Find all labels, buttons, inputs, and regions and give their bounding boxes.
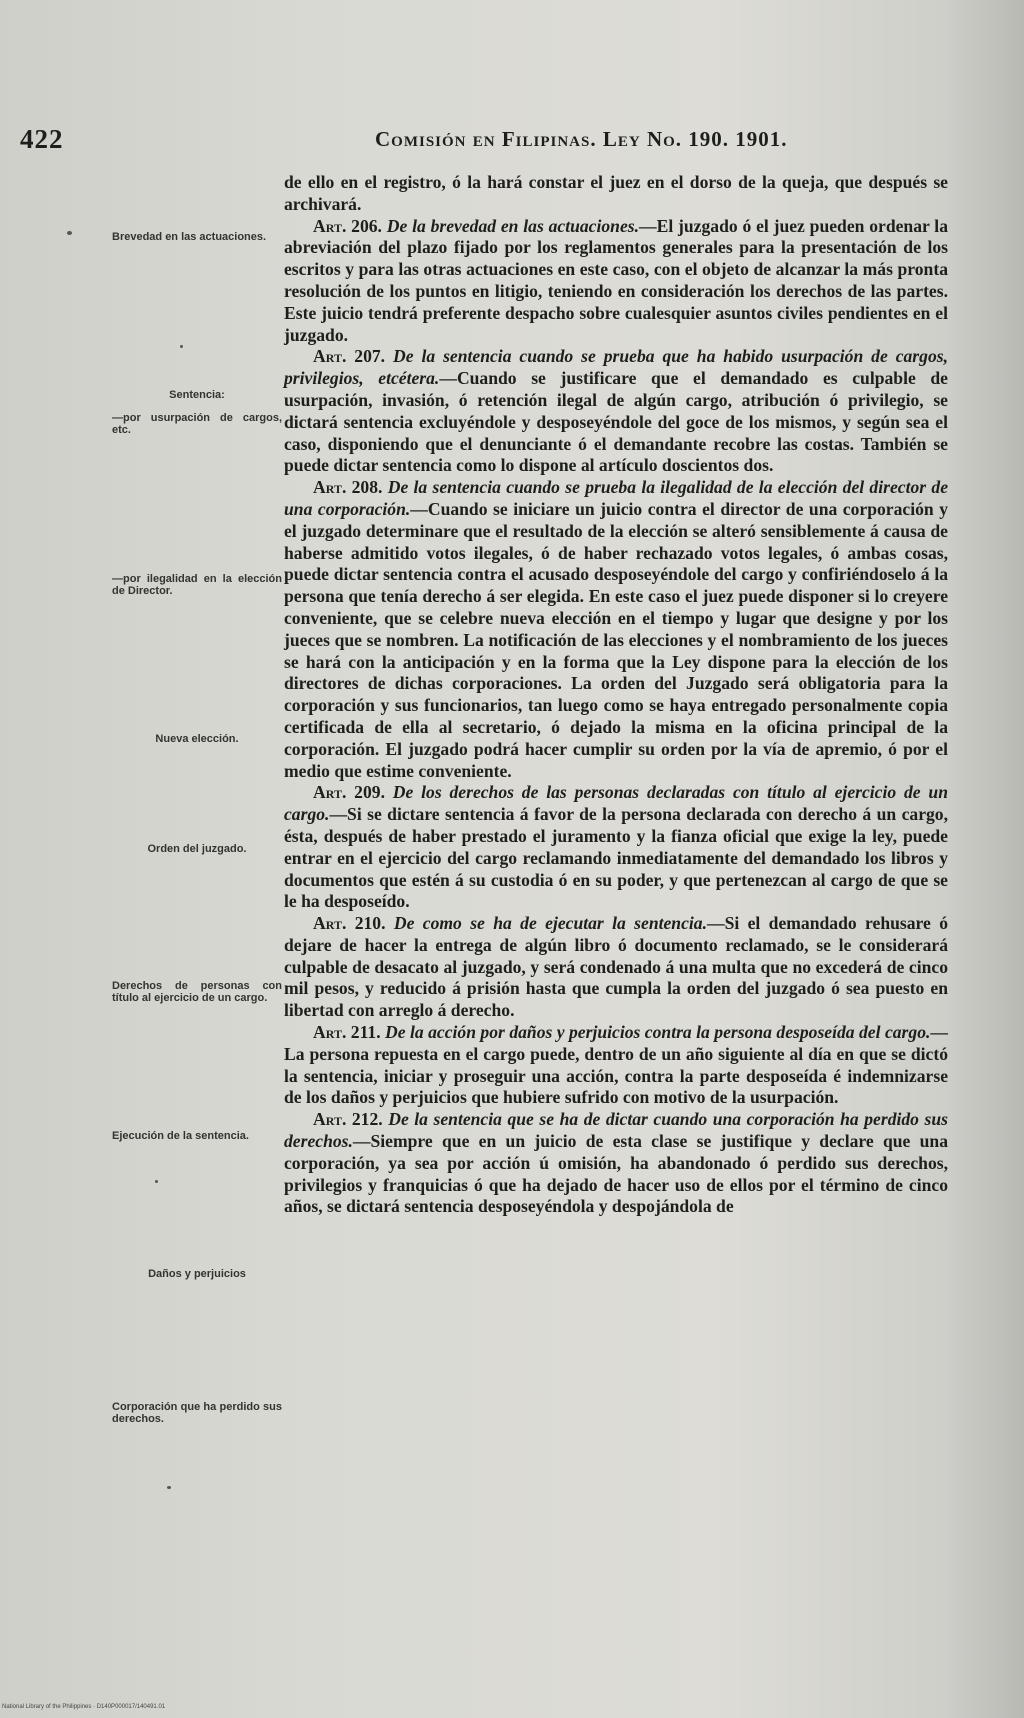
article-label: Art. 207. xyxy=(313,346,386,367)
intro-paragraph: de ello en el registro, ó la hará constar el juez en el dorso de la queja, que después se archivará. xyxy=(284,172,948,214)
body-text xyxy=(284,172,948,1218)
margin-note-text: Nueva elección. xyxy=(155,733,239,745)
margin-note: Brevedad en las actuaciones. xyxy=(112,231,267,243)
article-text: —Si se dictare sentencia á favor de la persona declarada con derecho á un cargo, ésta, después de haber prestado el juramento y la fianza oficial que exige la ley, puede entrar en el ejercicio del cargo reclamando inmediatamente del demandado los libros y documentos que estén á su custodia ó en su poder, y que pertenezcan al cargo de que se le ha desposeído. xyxy=(284,804,948,912)
article-label: Art. 208. xyxy=(313,477,383,498)
scan-speck xyxy=(67,231,72,235)
margin-note xyxy=(112,843,282,855)
article-title: De la sentencia cuando se prueba la ilegalidad de la elección del director de una corporación. xyxy=(284,477,949,519)
article-label: Art. 206. xyxy=(313,215,382,236)
article-label: Art. 210. xyxy=(313,913,386,934)
article-208 xyxy=(284,477,948,782)
scan-speck xyxy=(155,1180,158,1183)
margin-note xyxy=(112,1268,282,1280)
article-text: —La persona repuesta en el cargo puede, dentro de un año siguiente al día en que se dictó la sentencia, iniciar y proseguir una acción, contra la parte desposeída é indemnizarse de los daños y perjuicios que hubiere sufrido con motivo de la usurpación. xyxy=(284,1022,948,1108)
margin-note: Corporación que ha perdido sus derechos. xyxy=(112,1401,282,1425)
article-label: Art. 212. xyxy=(313,1109,383,1130)
article-207 xyxy=(284,346,948,477)
scan-credit: National Library of the Philippines · D140P000017/140491.01 xyxy=(2,1704,166,1710)
article-206 xyxy=(284,216,948,347)
margin-note: —por ilegalidad en la elección de Director. xyxy=(112,573,282,597)
margin-note: —por usurpación de cargos, etc. xyxy=(112,412,282,436)
running-head: Comisión en Filipinas. Ley No. 190. 1901. xyxy=(375,127,788,151)
article-text: —Cuando se justificare que el demandado es culpable de usurpación, invasión, ó retención ilegal de algún cargo, atribución ó privilegio, se dictará sentencia excluyéndole y desposeyéndole del goce de los mismos, y según sea el caso, disponiendo que el denunciante ó el demandante recobre las costas. También se puede dictar sentencia como lo dispone al artículo doscientos dos. xyxy=(284,368,948,476)
article-title: De la brevedad en las actuaciones. xyxy=(386,215,640,236)
scan-speck xyxy=(180,345,183,348)
margin-note xyxy=(112,389,282,401)
article-title: De los derechos de las personas declaradas con título al ejercicio de un cargo. xyxy=(284,782,948,825)
margin-note xyxy=(112,733,282,745)
article-title: De como se ha de ejecutar la sentencia. xyxy=(393,913,707,934)
article-title: De la acción por daños y perjuicios contra la persona desposeída del cargo. xyxy=(385,1022,931,1043)
margin-note-text: Orden del juzgado. xyxy=(147,843,247,855)
article-text: —El juzgado ó el juez pueden ordenar la abreviación del plazo fijado por los reglamentos generales para la presentación de los escritos y para las otras actuaciones en este caso, con el objeto de alcanzar la más pronta resolución de los puntos en litigio, teniendo en consideración los derechos de las partes. Este juicio tendrá preferente despacho sobre cualesquier asuntos civiles pendientes en el juzgado. xyxy=(284,215,948,345)
page-header xyxy=(0,124,1024,158)
scan-speck xyxy=(167,1486,171,1489)
article-text: —Cuando se iniciare un juicio contra el director de una corporación y el juzgado determinare que el resultado de la elección se alteró sensiblemente á causa de haberse admitido votos ilegales, ó de haber rechazado votos legales, ó ambas cosas, puede dictar sentencia contra el acusado desposeyéndole del cargo y confiriéndoselo á la persona que tenía derecho á ser elegida. En este caso el juez puede disponer si lo creyere conveniente, que se celebre nueva elección en el tiempo y lugar que designe y por los jueces que se nombren. La notificación de las elecciones y el nombramiento de los jueces se hará con la anticipación y en la forma que la Ley dispone para la elección de los directores de dichas corporaciones. La orden del Juzgado será obligatoria para la corporación y sus funcionarios, tan luego como se haya entregado personalmente copia certificada de ella al secretario, ó dejado la misma en la oficina principal de la corporación. El juzgado podrá hacer cumplir su orden por la vía de apremio, ó por el medio que estime conveniente. xyxy=(284,498,948,781)
margin-note: Ejecución de la sentencia. xyxy=(112,1130,249,1142)
margin-note-text: Daños y perjuicios xyxy=(148,1268,246,1280)
article-text: —Siempre que en un juicio de esta clase se justifique y declare que una corporación, ya sea por acción ú omisión, ha abandonado ó perdido sus derechos, privilegios y franquicias ó que ha dejado de hacer uso de ellos por el término de cinco años, se dictará sentencia desposeyéndola y despojándola de xyxy=(284,1131,948,1217)
margin-note-text: Sentencia: xyxy=(169,389,225,401)
article-title: De la sentencia que se ha de dictar cuando una corporación ha perdido sus derechos. xyxy=(284,1109,948,1152)
article-211 xyxy=(284,1022,948,1109)
article-label: Art. 209. xyxy=(313,782,385,803)
page-number: 422 xyxy=(20,124,64,154)
article-text: —Si el demandado rehusare ó dejare de hacer la entrega de algún libro ó documento reclamado, se le considerará culpable de desacato al juzgado, y será condenado á una multa que no excederá de cinco mil pesos, y reducido á prisión hasta que cumpla la orden del juzgado ó sea puesto en libertad con arreglo á derecho. xyxy=(284,913,949,1021)
article-209 xyxy=(284,782,948,913)
margin-note: Derechos de personas con título al ejercicio de un cargo. xyxy=(112,980,282,1004)
article-label: Art. 211. xyxy=(313,1022,381,1043)
article-title: De la sentencia cuando se prueba que ha habido usurpación de cargos, privilegios, etcétera. xyxy=(284,346,948,389)
article-212 xyxy=(284,1109,948,1218)
article-210 xyxy=(284,913,948,1022)
